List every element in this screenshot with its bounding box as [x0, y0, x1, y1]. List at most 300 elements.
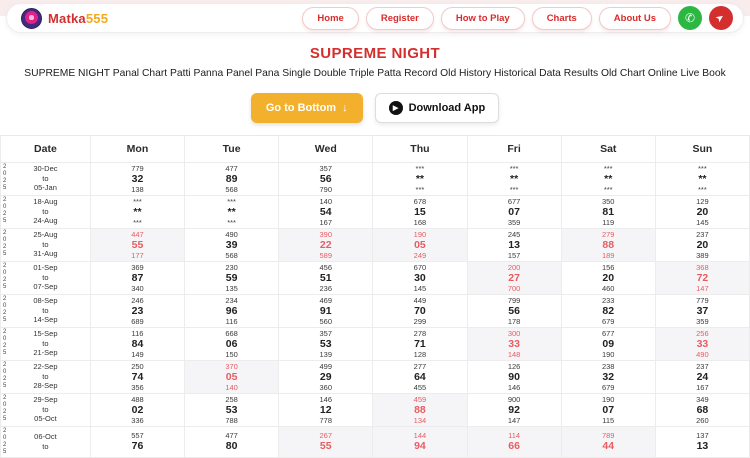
jodi-value: 82 [602, 304, 615, 317]
result-cell [90, 426, 184, 457]
telegram-icon[interactable] [709, 6, 733, 30]
open-panna-value: 245 [507, 229, 521, 239]
result-cell [90, 327, 184, 360]
main-nav [302, 6, 733, 30]
page-title: SUPREME NIGHT [309, 45, 441, 62]
jodi-value: 09 [602, 337, 615, 350]
jodi-value: 07 [508, 205, 520, 218]
open-panna-value: 490 [225, 229, 238, 239]
open-panna-value: 279 [601, 229, 615, 239]
close-panna-value: 128 [413, 349, 427, 359]
year-vertical-label: 2 0 2 5 [3, 262, 7, 290]
result-cell [373, 393, 467, 426]
jodi-value: 56 [319, 172, 332, 185]
jodi-value: 72 [696, 271, 709, 284]
jodi-value: 05 [414, 238, 426, 251]
jodi-value: ** [227, 205, 236, 218]
jodi-value: 91 [319, 304, 332, 317]
close-panna-value: 568 [225, 184, 238, 194]
jodi-value: 32 [131, 172, 144, 185]
open-panna-value: 267 [319, 431, 333, 440]
date-range: 29-Sep to 05-Oct [33, 395, 58, 424]
jodi-value: 66 [508, 440, 520, 452]
panel-chart [0, 135, 750, 458]
result-cell [279, 195, 373, 228]
result-cell [561, 228, 655, 261]
open-panna-value: 449 [413, 295, 427, 305]
jodi-value: 29 [319, 370, 332, 383]
jodi-value: 05 [225, 370, 238, 383]
close-panna-value: 460 [601, 283, 615, 293]
close-panna-value: 145 [696, 217, 709, 227]
jodi-value: 20 [602, 271, 615, 284]
open-panna-value: 477 [225, 163, 238, 173]
whatsapp-icon[interactable]: ✆ [678, 6, 702, 30]
table-row [1, 162, 750, 195]
result-cell [655, 294, 749, 327]
download-app-label: Download App [408, 102, 486, 114]
jodi-value: 88 [602, 238, 615, 251]
result-cell [373, 294, 467, 327]
open-panna-value: 390 [319, 229, 333, 239]
down-arrow-icon: ↓ [342, 102, 348, 114]
table-row [1, 360, 750, 393]
jodi-value: 71 [414, 337, 426, 350]
table-row [1, 195, 750, 228]
result-cell [655, 228, 749, 261]
jodi-value: 20 [696, 205, 709, 218]
result-cell [467, 228, 561, 261]
logo-name: Matka [48, 10, 86, 26]
nav-register[interactable]: Register [366, 7, 434, 30]
result-cell [185, 426, 279, 457]
close-panna-value: 560 [319, 316, 333, 326]
year-vertical-label: 2 0 2 5 [3, 361, 7, 389]
jodi-value: 94 [414, 440, 426, 452]
open-panna-value: 246 [131, 295, 144, 305]
close-panna-value: 167 [696, 382, 709, 392]
result-cell [655, 261, 749, 294]
close-panna-value: 168 [413, 217, 427, 227]
result-cell [373, 162, 467, 195]
jodi-value: 80 [225, 440, 238, 452]
open-panna-value: 156 [601, 262, 615, 272]
logo-text [48, 11, 108, 26]
open-panna-value: 900 [507, 394, 521, 404]
year-vertical-label: 2 0 2 5 [3, 196, 7, 224]
table-row [1, 294, 750, 327]
open-panna-value: 233 [601, 295, 615, 305]
close-panna-value: 139 [319, 349, 333, 359]
open-panna-value: 557 [131, 431, 144, 440]
open-panna-value: 278 [413, 328, 427, 338]
close-panna-value: 115 [602, 415, 615, 425]
jodi-value: 53 [319, 337, 332, 350]
result-cell [561, 294, 655, 327]
result-cell [467, 162, 561, 195]
jodi-value: ** [604, 172, 613, 185]
open-panna-value: 116 [131, 328, 144, 338]
result-cell [90, 162, 184, 195]
year-vertical-label: 2 0 2 5 [3, 427, 7, 455]
open-panna-value: 140 [319, 196, 333, 206]
result-cell [561, 162, 655, 195]
jodi-value: 27 [508, 271, 520, 284]
date-cell [1, 261, 91, 294]
date-cell [1, 228, 91, 261]
close-panna-value: *** [509, 184, 519, 194]
open-panna-value: 670 [413, 262, 427, 272]
open-panna-value: 234 [225, 295, 238, 305]
close-panna-value: 455 [413, 382, 427, 392]
year-vertical-label: 2 0 2 5 [3, 295, 7, 323]
result-cell [655, 360, 749, 393]
open-panna-value: 277 [413, 361, 427, 371]
col-fri: Fri [467, 136, 561, 162]
close-panna-value: 700 [507, 283, 521, 293]
close-panna-value: 190 [601, 349, 615, 359]
open-panna-value: 779 [696, 295, 709, 305]
jodi-value: 68 [696, 403, 709, 416]
date-cell [1, 195, 91, 228]
close-panna-value: 260 [696, 415, 709, 425]
open-panna-value: *** [698, 163, 707, 173]
result-cell [467, 195, 561, 228]
jodi-value: 06 [225, 337, 238, 350]
open-panna-value: 256 [696, 328, 709, 338]
close-panna-value: 147 [507, 415, 521, 425]
close-panna-value: 145 [413, 283, 427, 293]
close-panna-value: 236 [319, 283, 333, 293]
jodi-value: 81 [602, 205, 615, 218]
hero-section [0, 45, 750, 123]
result-cell [561, 327, 655, 360]
result-cell [655, 162, 749, 195]
open-panna-value: 190 [601, 394, 615, 404]
go-to-bottom-button[interactable] [251, 93, 363, 123]
date-range: 30-Dec to 05-Jan [33, 164, 58, 193]
result-cell [655, 426, 749, 457]
nav-charts[interactable]: Charts [532, 7, 592, 30]
jodi-value: 56 [508, 304, 520, 317]
open-panna-value: 488 [131, 394, 144, 404]
logo-icon [21, 8, 42, 29]
result-cell [655, 327, 749, 360]
close-panna-value: 140 [225, 382, 238, 392]
open-panna-value: 357 [319, 163, 333, 173]
open-panna-value: 190 [413, 229, 427, 239]
jodi-value: 74 [131, 370, 144, 383]
close-panna-value: 336 [131, 415, 144, 425]
result-cell [561, 261, 655, 294]
result-cell [373, 195, 467, 228]
close-panna-value: 568 [225, 250, 238, 260]
jodi-value: 76 [131, 440, 144, 452]
col-tue: Tue [185, 136, 279, 162]
open-panna-value: *** [133, 196, 142, 206]
open-panna-value: 300 [507, 328, 521, 338]
col-mon: Mon [90, 136, 184, 162]
open-panna-value: 258 [225, 394, 238, 404]
result-cell [561, 360, 655, 393]
open-panna-value: 677 [507, 196, 521, 206]
close-panna-value: 356 [131, 382, 144, 392]
date-range: 01-Sep to 07-Sep [33, 263, 58, 292]
result-cell [279, 228, 373, 261]
result-cell [467, 294, 561, 327]
result-cell [90, 360, 184, 393]
result-cell [467, 393, 561, 426]
close-panna-value: 138 [131, 184, 144, 194]
open-panna-value: 200 [507, 262, 521, 272]
date-range: 06-Oct to [34, 432, 57, 451]
open-panna-value: 237 [696, 361, 709, 371]
result-cell [185, 195, 279, 228]
close-panna-value: 146 [507, 382, 521, 392]
close-panna-value: 178 [507, 316, 521, 326]
close-panna-value: 147 [696, 283, 709, 293]
result-cell [185, 162, 279, 195]
close-panna-value: *** [698, 184, 707, 194]
open-panna-value: 114 [508, 431, 521, 440]
jodi-value: 88 [414, 403, 426, 416]
date-range: 22-Sep to 28-Sep [33, 362, 58, 391]
open-panna-value: 789 [601, 431, 615, 440]
table-row [1, 426, 750, 457]
year-vertical-label: 2 0 2 5 [3, 394, 7, 422]
close-panna-value: 340 [131, 283, 144, 293]
date-cell [1, 360, 91, 393]
close-panna-value: 177 [131, 250, 144, 260]
col-wed: Wed [279, 136, 373, 162]
result-cell [467, 360, 561, 393]
jodi-value: 51 [319, 271, 332, 284]
jodi-value: 39 [225, 238, 238, 251]
result-cell [279, 294, 373, 327]
jodi-value: 90 [508, 370, 520, 383]
open-panna-value: 144 [413, 431, 427, 440]
jodi-value: 02 [131, 403, 144, 416]
open-panna-value: 368 [696, 262, 709, 272]
close-panna-value: *** [415, 184, 425, 194]
open-panna-value: 668 [225, 328, 238, 338]
date-cell [1, 294, 91, 327]
jodi-value: 07 [602, 403, 615, 416]
result-cell [185, 294, 279, 327]
jodi-value: 12 [319, 403, 332, 416]
open-panna-value: 238 [601, 361, 615, 371]
open-panna-value: 499 [319, 361, 333, 371]
close-panna-value: 389 [696, 250, 709, 260]
open-panna-value: 447 [131, 229, 144, 239]
close-panna-value: 249 [413, 250, 427, 260]
open-panna-value: 357 [319, 328, 333, 338]
result-cell [467, 426, 561, 457]
jodi-value: 33 [508, 337, 520, 350]
close-panna-value: 134 [413, 415, 427, 425]
date-cell [1, 327, 91, 360]
results-table [0, 136, 750, 458]
close-panna-value: 157 [507, 250, 521, 260]
jodi-value: 13 [696, 440, 709, 452]
result-cell [655, 393, 749, 426]
close-panna-value: 679 [601, 382, 615, 392]
result-cell [373, 360, 467, 393]
open-panna-value: 469 [319, 295, 333, 305]
open-panna-value: 350 [601, 196, 615, 206]
jodi-value: 87 [131, 271, 144, 284]
jodi-value: 22 [319, 238, 332, 251]
table-row [1, 327, 750, 360]
open-panna-value: 250 [131, 361, 144, 371]
jodi-value: 32 [602, 370, 615, 383]
close-panna-value: 360 [319, 382, 333, 392]
chart-table-body [1, 162, 750, 457]
open-panna-value: 349 [696, 394, 709, 404]
result-cell [90, 393, 184, 426]
jodi-value: 96 [225, 304, 238, 317]
close-panna-value: 149 [131, 349, 144, 359]
result-cell [561, 195, 655, 228]
jodi-value: ** [415, 172, 425, 185]
open-panna-value: 237 [696, 229, 709, 239]
result-cell [373, 327, 467, 360]
result-cell [185, 393, 279, 426]
col-date: Date [1, 136, 91, 162]
nav-about-us[interactable]: About Us [599, 7, 671, 30]
open-panna-value: *** [415, 163, 425, 173]
close-panna-value: 299 [413, 316, 427, 326]
date-range: 15-Sep to 21-Sep [33, 329, 58, 358]
open-panna-value: 459 [413, 394, 427, 404]
result-cell [185, 327, 279, 360]
result-cell [279, 162, 373, 195]
open-panna-value: *** [227, 196, 236, 206]
result-cell [373, 426, 467, 457]
jodi-value: 15 [414, 205, 426, 218]
close-panna-value: 150 [225, 349, 238, 359]
open-panna-value: 477 [225, 431, 238, 440]
date-cell [1, 426, 91, 457]
jodi-value: ** [133, 205, 142, 218]
table-row [1, 261, 750, 294]
open-panna-value: 370 [225, 361, 238, 371]
open-panna-value: 137 [696, 431, 709, 440]
result-cell [467, 327, 561, 360]
col-sat: Sat [561, 136, 655, 162]
result-cell [279, 261, 373, 294]
jodi-value: ** [509, 172, 519, 185]
date-range: 08-Sep to 14-Sep [33, 296, 58, 325]
jodi-value: 92 [508, 403, 520, 416]
year-vertical-label: 2 0 2 5 [3, 229, 7, 257]
open-panna-value: 129 [696, 196, 709, 206]
result-cell [90, 195, 184, 228]
result-cell [90, 261, 184, 294]
jodi-value: 89 [225, 172, 238, 185]
close-panna-value: 359 [507, 217, 521, 227]
close-panna-value: 167 [319, 217, 333, 227]
jodi-value: 13 [508, 238, 520, 251]
close-panna-value: 359 [696, 316, 709, 326]
open-panna-value: 779 [131, 163, 144, 173]
jodi-value: 30 [414, 271, 426, 284]
col-sun: Sun [655, 136, 749, 162]
close-panna-value: 135 [225, 283, 238, 293]
result-cell [185, 228, 279, 261]
result-cell [279, 360, 373, 393]
close-panna-value: *** [227, 217, 236, 227]
jodi-value: 70 [414, 304, 426, 317]
open-panna-value: 369 [131, 262, 144, 272]
page-subtitle: SUPREME NIGHT Panal Chart Patti Panna Panel Pana Single Double Triple Patta Record Old History Historical Data Results Old Chart Online Live Book [24, 68, 726, 79]
date-cell [1, 393, 91, 426]
year-vertical-label: 2 0 2 5 [3, 328, 7, 356]
close-panna-value: 679 [601, 316, 615, 326]
header [6, 3, 744, 33]
jodi-value: 84 [131, 337, 144, 350]
date-cell [1, 162, 91, 195]
nav-home[interactable]: Home [302, 7, 358, 30]
nav-how-to-play[interactable]: How to Play [441, 7, 525, 30]
logo-suffix: 555 [85, 10, 109, 26]
result-cell [561, 426, 655, 457]
jodi-value: 20 [696, 238, 709, 251]
logo[interactable] [21, 8, 108, 29]
result-cell [467, 261, 561, 294]
result-cell [185, 360, 279, 393]
result-cell [279, 327, 373, 360]
paper-plane-icon: ➤ [713, 11, 728, 25]
jodi-value: 23 [131, 304, 144, 317]
jodi-value: 24 [696, 370, 709, 383]
close-panna-value: 119 [602, 217, 615, 227]
result-cell [561, 393, 655, 426]
jodi-value: 44 [602, 440, 615, 452]
jodi-value: 55 [131, 238, 144, 251]
jodi-value: ** [698, 172, 707, 185]
open-panna-value: 146 [319, 394, 333, 404]
close-panna-value: 490 [696, 349, 709, 359]
result-cell [90, 294, 184, 327]
date-range: 18-Aug to 24-Aug [33, 197, 58, 226]
result-cell [185, 261, 279, 294]
go-to-bottom-label: Go to Bottom [265, 102, 337, 114]
open-panna-value: 677 [601, 328, 615, 338]
table-header-row [1, 136, 750, 162]
col-thu: Thu [373, 136, 467, 162]
open-panna-value: 799 [507, 295, 521, 305]
close-panna-value: *** [603, 184, 613, 194]
result-cell [279, 426, 373, 457]
jodi-value: 37 [696, 304, 709, 317]
jodi-value: 54 [319, 205, 332, 218]
jodi-value: 33 [696, 337, 709, 350]
jodi-value: 53 [225, 403, 238, 416]
open-panna-value: *** [509, 163, 519, 173]
close-panna-value: 689 [131, 316, 144, 326]
result-cell [655, 195, 749, 228]
result-cell [90, 228, 184, 261]
jodi-value: 59 [225, 271, 238, 284]
year-vertical-label: 2 0 2 5 [3, 163, 7, 191]
close-panna-value: *** [133, 217, 142, 227]
download-app-button[interactable] [375, 93, 500, 123]
close-panna-value: 788 [225, 415, 238, 425]
result-cell [373, 261, 467, 294]
open-panna-value: 126 [507, 361, 521, 371]
open-panna-value: 230 [225, 262, 238, 272]
